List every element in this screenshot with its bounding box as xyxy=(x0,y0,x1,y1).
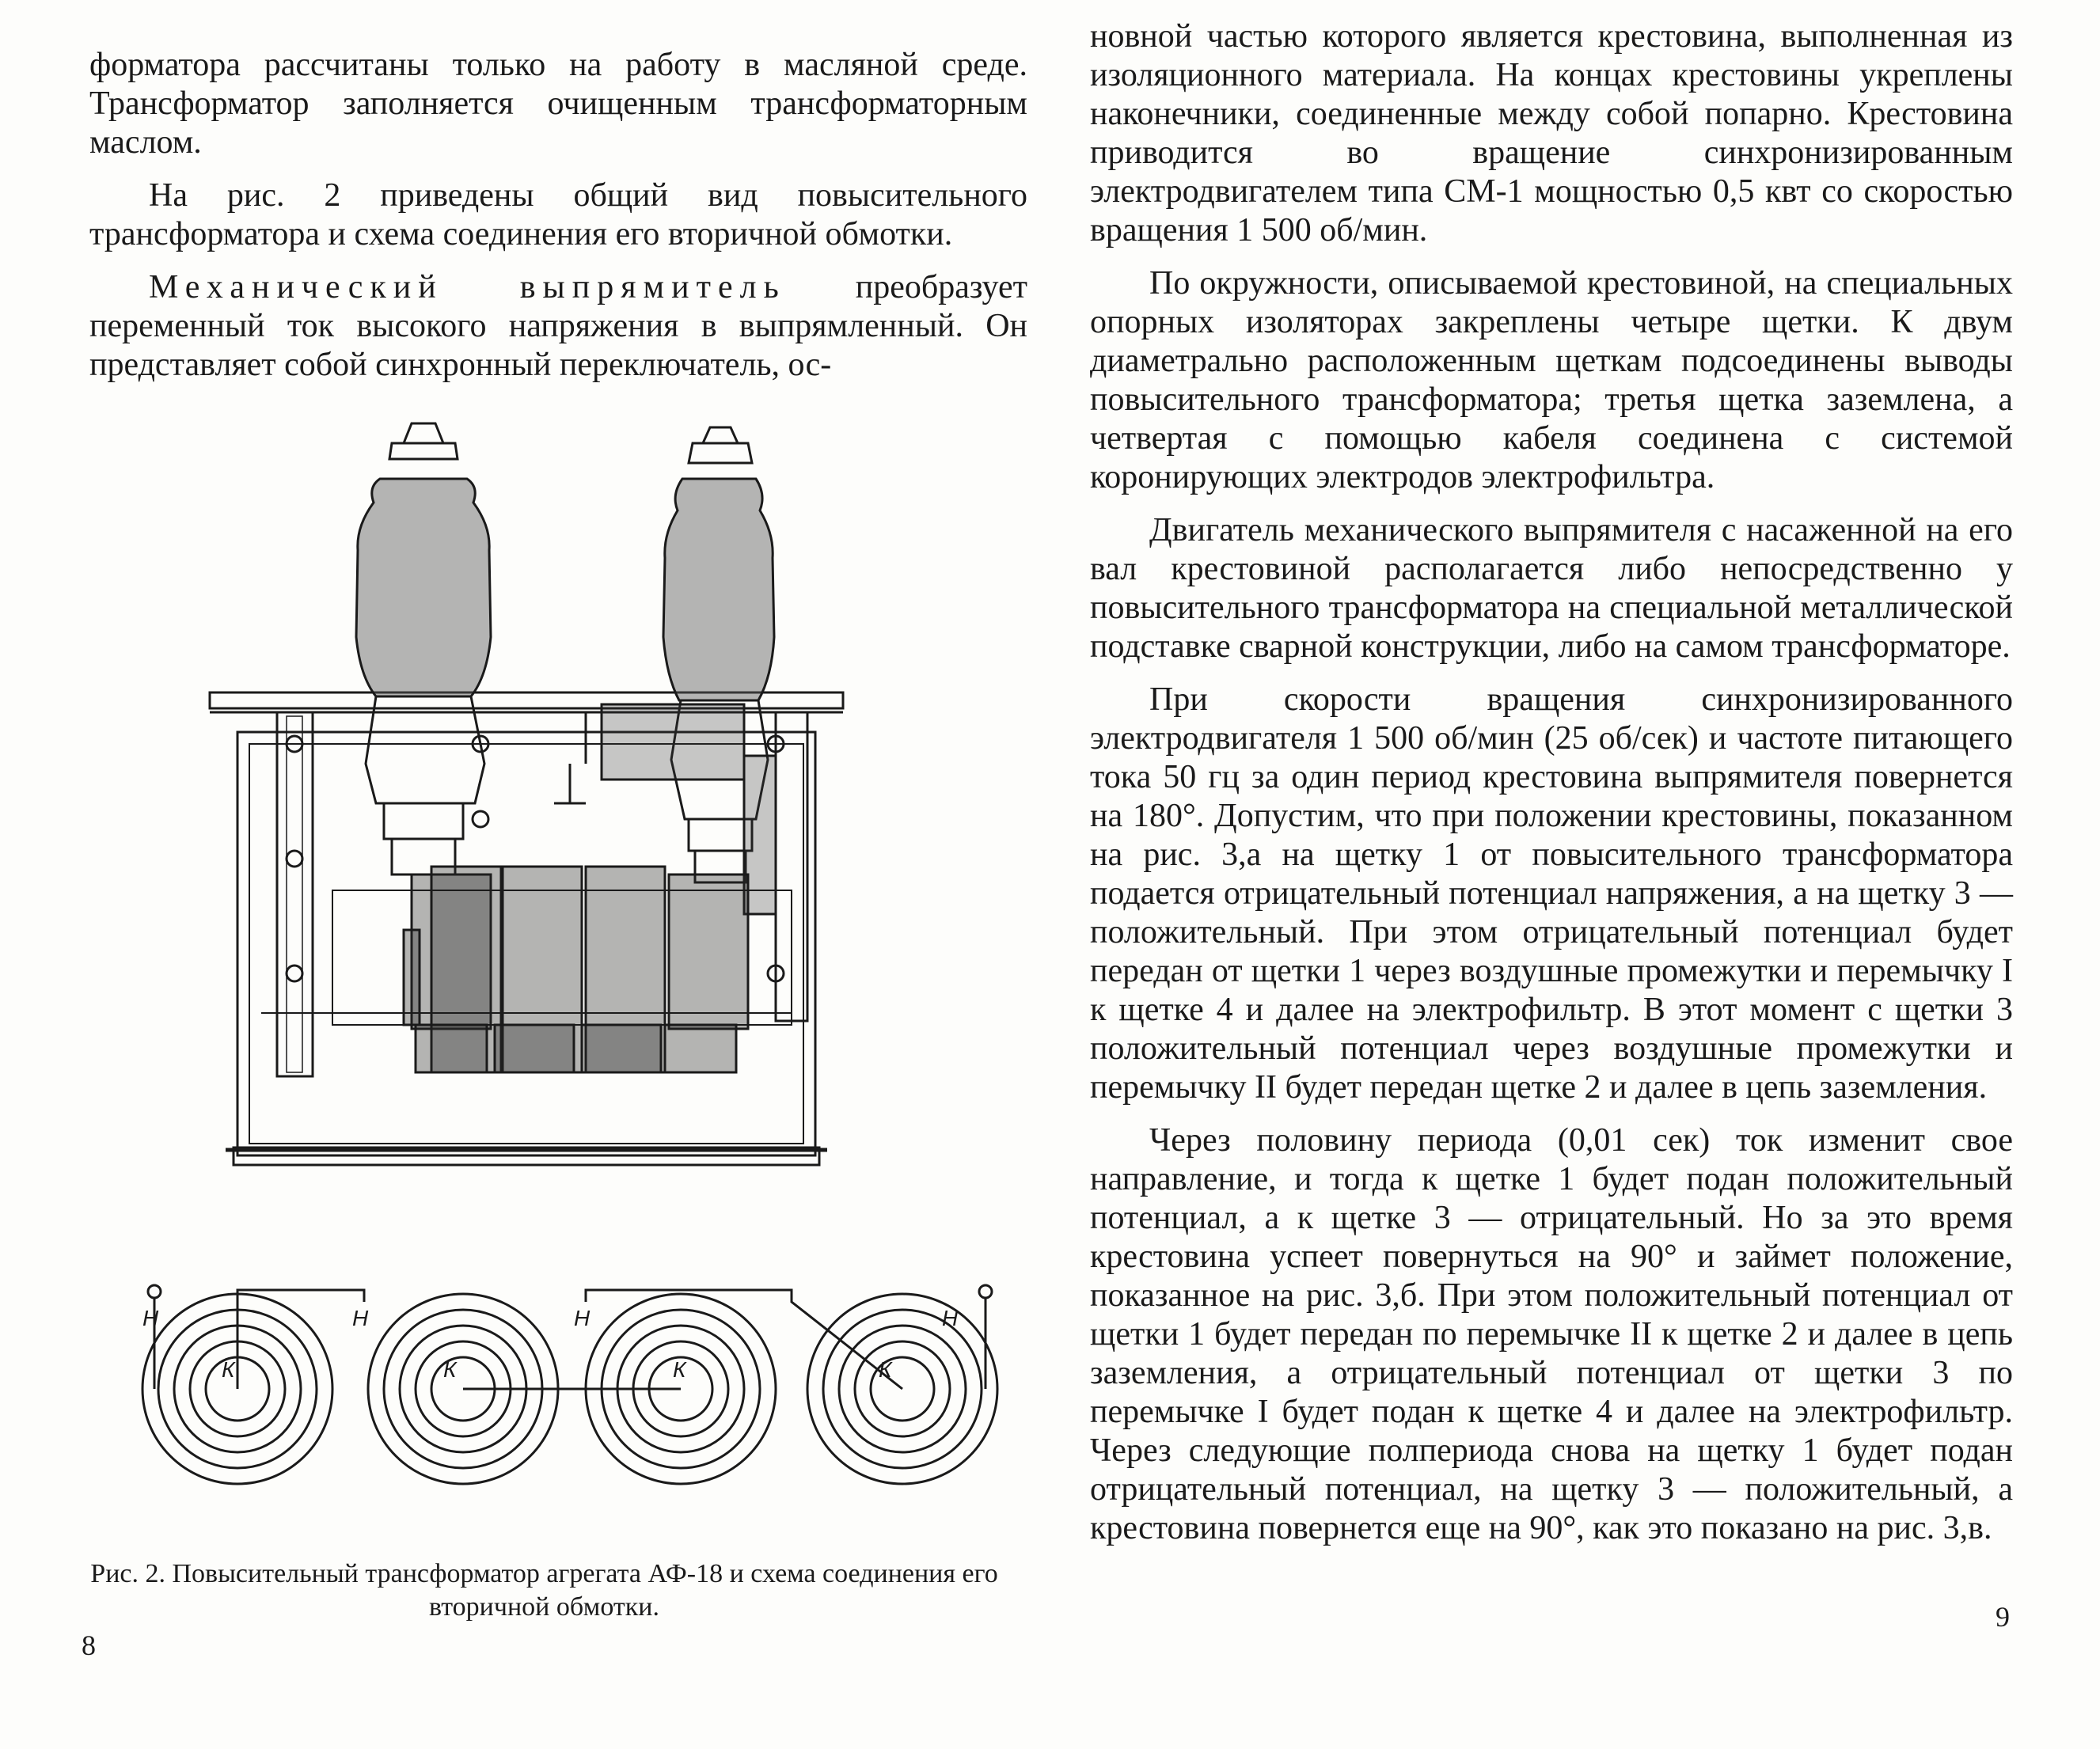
coil-label-end: К xyxy=(879,1357,892,1382)
page-number: 9 xyxy=(1996,1601,2010,1633)
page-number: 8 xyxy=(82,1629,96,1661)
left-bushing xyxy=(356,423,491,874)
left-text-column xyxy=(89,46,1027,399)
paragraph: Двигатель механического выпрямителя с насаженной на его вал крестовиной располагается либо непосредственно у повысительного трансформатора на специальной металлической подставке сварной конструкции, либо на самом трансформаторе. xyxy=(1090,512,2013,665)
paragraph: По окружности, описываемой крестовиной, на специальных опорных изоляторах закреплены четыре щетки. К двум диаметрально расположенным щеткам подсоединены выводы повысительного трансформатора; третья щетка заземлена, а четвертая с помощью кабеля соединена с системой коронирующих электродов электрофильтра. xyxy=(1090,265,2013,495)
coil-label-end: К xyxy=(673,1357,686,1382)
transformer-drawing xyxy=(79,392,1029,1595)
paragraph: При скорости вращения синхронизированного электродвигателя 1 500 об/мин (25 об/сек) и частоте питающего тока 50 гц за один период крестовина выпрямителя повернется на 180°. Допустим, что при положении крестовины, показанном на рис. 3,а на щетку 1 от повысительного трансформатора подается отрицательный потенциал напряжения, а на щетку 3 — положительный. При этом отрицательный потенциал будет передан от щетки 1 через воздушные промежутки и перемычку I к щетке 4 и далее на электрофильтр. В этот момент с щетки 3 положительный потенциал через воздушные промежутки и перемычку II будет передан щетке 2 и далее в цепь заземления. xyxy=(1090,681,2013,1106)
jumper-1-2 xyxy=(237,1290,364,1389)
right-text-column xyxy=(1090,17,2013,1562)
paragraph: Через половину периода (0,01 сек) ток изменит свое направление, и тогда к щетке 1 будет подан положительный потенциал, а к щетке 3 — отрицательный. Но за это время крестовина успеет повернуться на 90° и займет положение, показанное на рис. 3,б. При этом положительный потенциал от щетки 1 будет передан по перемычке II к щетке 2 и далее в цепь заземления, а отрицательный потенциал от щетки 3 по перемычке I будет подан к щетке 4 и далее на электрофильтр. Через следующие полпериода снова на щетку 1 будет подан отрицательный потенциал, на щетку 3 — положительный, а крестовина повернется еще на 90°, как это показано на рис. 3,в. xyxy=(1090,1122,2013,1546)
paragraph: На рис. 2 приведены общий вид повысительного трансформатора и схема соединения его вторичной обмотки. xyxy=(89,177,1027,252)
coil-label-start: Н xyxy=(142,1306,159,1330)
winding-schematic xyxy=(142,1285,997,1484)
coil-label-end: К xyxy=(443,1357,457,1382)
coil-label-end: К xyxy=(222,1357,235,1382)
paragraph xyxy=(89,268,1027,385)
paragraph-text: преобразует переменный ток высокого напряжения в выпрямленный. Он представляет собой синхронный переключатель, ос- xyxy=(89,269,1027,383)
emphasized-term: Механический выпрямитель xyxy=(149,269,786,305)
right-page xyxy=(1050,0,2100,1749)
paragraph: новной частью которого является крестовина, выполненная из изоляционного материала. На концах крестовины укреплены наконечники, соединенные между собой попарно. Крестовина приводится во вращение синхронизированным электродвигателем типа СМ-1 мощностью 0,5 квт со скоростью вращения 1 500 об/мин. xyxy=(1090,18,2013,249)
figure-caption: Рис. 2. Повысительный трансформатор агрегата АФ-18 и схема соединения его вторичной обмотки. xyxy=(90,1559,998,1622)
transformer-figure xyxy=(79,392,1029,1595)
coil-label-start: Н xyxy=(352,1306,369,1330)
coil-label-start: Н xyxy=(574,1306,591,1330)
paragraph: форматора рассчитаны только на работу в масляной среде. Трансформатор заполняется очищенным трансформаторным маслом. xyxy=(89,47,1027,161)
core-stacks xyxy=(404,867,748,1072)
coil-label-start: Н xyxy=(942,1306,959,1330)
jumper-3-4 xyxy=(586,1290,902,1389)
hv-winding-block xyxy=(602,704,744,780)
